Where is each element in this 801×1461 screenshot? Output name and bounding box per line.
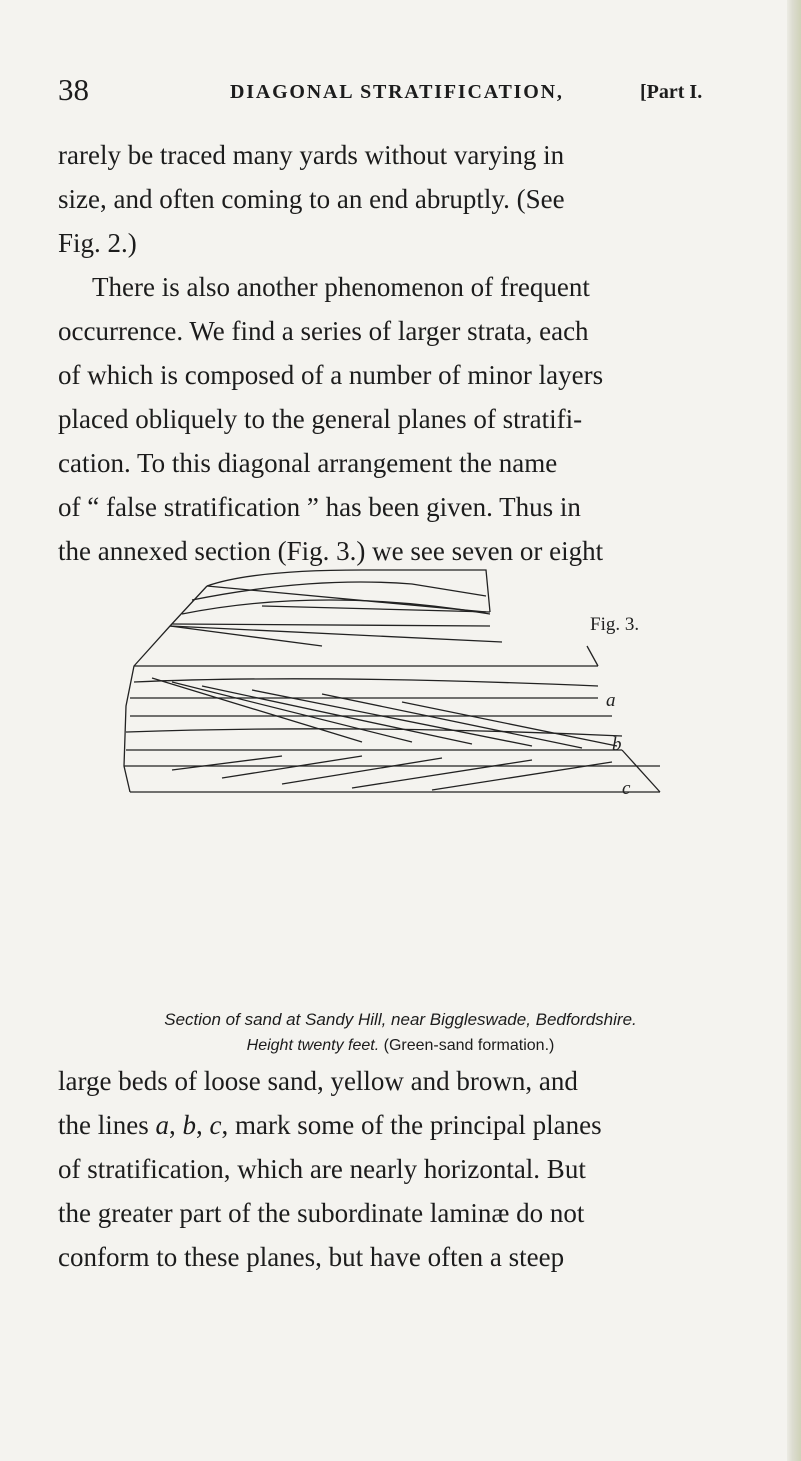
lamina-line <box>170 626 322 646</box>
diagonal-lamina <box>152 678 362 742</box>
figure-caption: Section of sand at Sandy Hill, near Biggleswade, Bedfordshire. <box>164 1010 637 1029</box>
diagonal-lamina <box>172 682 412 742</box>
plane-letter-b: b <box>612 734 622 755</box>
letter-c: c <box>209 1110 222 1140</box>
letter-b: b <box>182 1110 196 1140</box>
diagonal-lamina <box>402 702 617 746</box>
caption-formation: (Green-sand formation.) <box>383 1037 555 1054</box>
text-span: , <box>195 1110 210 1140</box>
plane-letter-a: a <box>606 690 616 711</box>
diagonal-lamina <box>202 686 472 744</box>
figure-caption-sub <box>0 1037 801 1055</box>
text-line: size, and often coming to an end abruptly. (See <box>58 184 565 214</box>
text-line: conform to these planes, but have often a steep <box>58 1242 565 1272</box>
diagonal-lamina <box>352 760 532 788</box>
lamina-line <box>192 582 486 600</box>
text-line: large beds of loose sand, yellow and brown, and <box>58 1066 578 1096</box>
plane-letter-c: c <box>622 778 631 799</box>
running-title: DIAGONAL STRATIFICATION, <box>230 81 564 103</box>
lamina-line <box>134 679 598 686</box>
stratification-figure <box>112 566 692 806</box>
text-span: the lines <box>58 1110 156 1140</box>
text-line <box>58 1107 738 1143</box>
text-line: cation. To this diagonal arrangement the name <box>58 448 558 478</box>
text-line: occurrence. We find a series of larger strata, each <box>58 316 589 346</box>
text-line: placed obliquely to the general planes of stratifi- <box>58 404 583 434</box>
part-label: [Part I. <box>640 81 703 103</box>
text-span: , mark some of the principal planes <box>221 1110 602 1140</box>
left-face-line <box>124 586 207 792</box>
text-line: the greater part of the subordinate laminæ do not <box>58 1198 585 1228</box>
caption-height: Height twenty feet. <box>246 1037 380 1054</box>
text-line: the annexed section (Fig. 3.) we see seven or eight <box>58 536 604 566</box>
diagonal-lamina <box>282 758 442 784</box>
top-surface-line <box>207 570 490 612</box>
text-span: , <box>168 1110 183 1140</box>
text-line: of “ false stratification ” has been given. Thus in <box>58 492 581 522</box>
lamina-line <box>170 626 502 642</box>
text-line: of stratification, which are nearly horizontal. But <box>58 1154 586 1184</box>
text-line: of which is composed of a number of minor layers <box>58 360 604 390</box>
letter-a: a <box>155 1110 169 1140</box>
text-line: There is also another phenomenon of frequent <box>92 272 590 302</box>
page-number: 38 <box>58 72 89 107</box>
lamina-line <box>587 646 598 666</box>
running-head <box>58 72 738 112</box>
diagonal-lamina <box>172 756 282 770</box>
page-edge-shadow <box>787 0 801 1461</box>
text-line: rarely be traced many yards without varying in <box>58 140 565 170</box>
lamina-line <box>182 600 490 614</box>
figure-label: Fig. 3. <box>590 614 640 635</box>
text-line: Fig. 2.) <box>58 228 137 258</box>
lamina-line <box>172 624 490 626</box>
